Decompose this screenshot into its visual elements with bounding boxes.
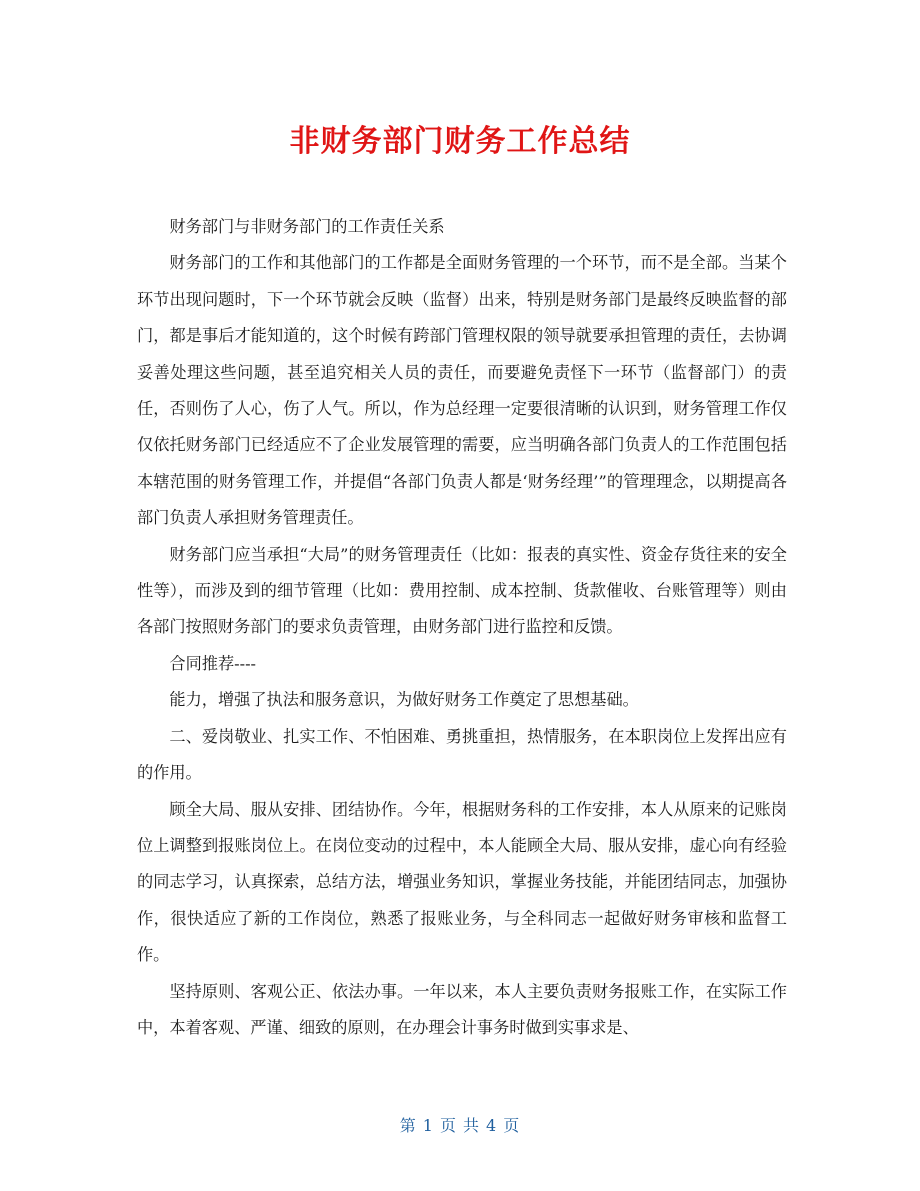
footer-page-number: 1: [422, 1116, 434, 1135]
paragraph: 顾全大局、服从安排、团结协作。今年，根据财务科的工作安排，本人从原来的记账岗位上调整到报账岗位上。在岗位变动的过程中，本人能顾全大局、服从安排，虚心向有经验的同志学习，认真探索，总结方法，增强业务知识，掌握业务技能，并能团结同志，加强协作，很快适应了新的工作岗位，熟悉了报账业务，与全科同志一起做好财务审核和监督工作。: [137, 799, 787, 965]
footer-middle: 页 共: [439, 1116, 481, 1135]
paragraph: 能力，增强了执法和服务意识，为做好财务工作奠定了思想基础。: [169, 690, 639, 710]
footer-prefix: 第: [399, 1116, 417, 1135]
paragraph: 二、爱岗敬业、扎实工作、不怕困难、勇挑重担，热情服务，在本职岗位上发挥出应有的作用。: [137, 726, 787, 783]
page-title: 非财务部门财务工作总结: [289, 124, 631, 159]
footer-total-pages: 4: [486, 1116, 498, 1135]
paragraph: 财务部门应当承担“大局”的财务管理责任（比如：报表的真实性、资金存货往来的安全性等），而涉及到的细节管理（比如：费用控制、成本控制、货款催收、台账管理等）则由各部门按照财务部门的要求负责管理，由财务部门进行监控和反馈。: [137, 544, 787, 637]
paragraph: 合同推荐----: [169, 653, 257, 673]
paragraph: 财务部门的工作和其他部门的工作都是全面财务管理的一个环节，而不是全部。当某个环节出现问题时，下一个环节就会反映（监督）出来，特别是财务部门是最终反映监督的部门，都是事后才能知道的，这个时候有跨部门管理权限的领导就要承担管理的责任，去协调妥善处理这些问题，甚至追究相关人员的责任，而要避免责怪下一环节（监督部门）的责任，否则伤了人心，伤了人气。所以，作为总经理一定要很清晰的认识到，财务管理工作仅仅依托财务部门已经适应不了企业发展管理的需要，应当明确各部门负责人的工作范围包括本辖范围的财务管理工作，并提倡“各部门负责人都是‘财务经理’”的管理理念，以期提高各部门负责人承担财务管理责任。: [137, 253, 787, 528]
document-body: [137, 209, 787, 1046]
paragraph: 坚持原则、客观公正、依法办事。一年以来，本人主要负责财务报账工作，在实际工作中，本着客观、严谨、细致的原则，在办理会计事务时做到实事求是、: [137, 981, 787, 1037]
footer-suffix: 页: [503, 1116, 521, 1135]
page-footer: [0, 1113, 920, 1136]
paragraph-heading: 财务部门与非财务部门的工作责任关系: [169, 217, 445, 236]
